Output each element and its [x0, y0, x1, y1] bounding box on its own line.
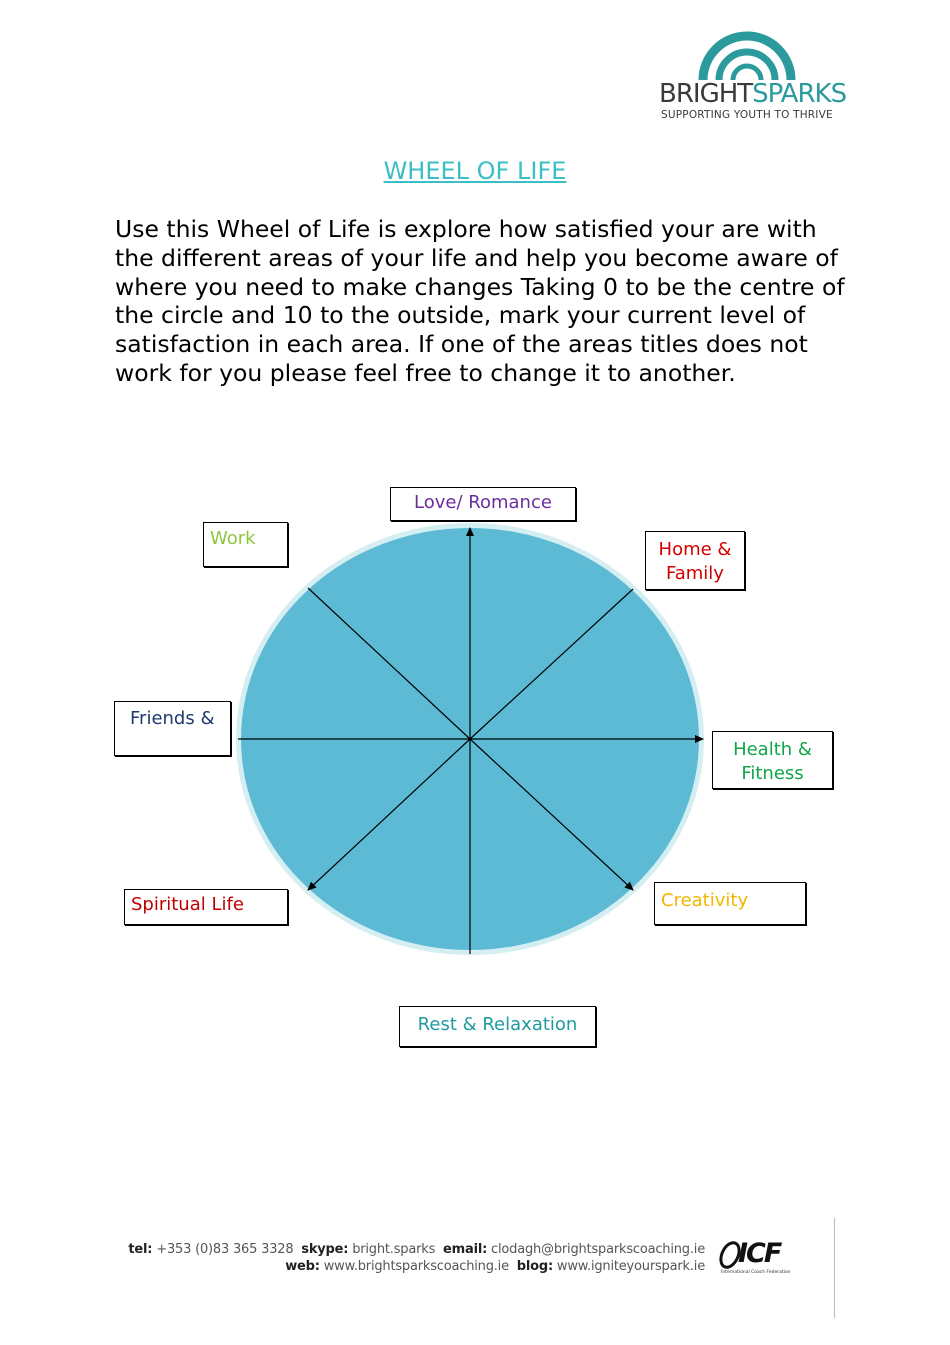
footer-contact [100, 1241, 705, 1275]
label-rest-relaxation[interactable]: Rest & Relaxation [399, 1006, 596, 1047]
label-creativity[interactable]: Creativity [654, 882, 806, 925]
tel-value[interactable]: +353 (0)83 365 3328 [156, 1242, 294, 1257]
skype-value[interactable]: bright.sparks [352, 1242, 436, 1257]
label-work[interactable]: Work [203, 522, 288, 567]
blog-label: blog: [516, 1259, 553, 1274]
label-health-fitness[interactable]: Health & Fitness [712, 731, 833, 789]
label-home-family[interactable]: Home & Family [645, 531, 745, 590]
icf-subtitle: International Coach Federation [721, 1270, 791, 1275]
email-value[interactable]: clodagh@brightsparkscoaching.ie [491, 1242, 705, 1257]
blog-value[interactable]: www.igniteyourspark.ie [556, 1259, 705, 1274]
icf-logo [718, 1238, 798, 1280]
brightsparks-logo [655, 22, 847, 130]
logo-wordmark [659, 79, 846, 109]
label-spiritual-life[interactable]: Spiritual Life [124, 889, 288, 925]
page-title: WHEEL OF LIFE [383, 157, 567, 185]
intro-paragraph: Use this Wheel of Life is explore how satisfied your are with the different areas of your life and help you become aware of where you need to make changes Taking 0 to be the centre of the circle and 10 to the outside, mark your current level of satisfaction in each area. If one of the areas titles does not work for you please feel free to change it to another. [115, 215, 845, 387]
footer-line-2 [100, 1258, 705, 1275]
rainbow-arcs-icon [697, 30, 797, 82]
footer-line-1 [100, 1241, 705, 1258]
web-label: web: [285, 1259, 320, 1274]
tel-label: tel: [128, 1242, 153, 1257]
skype-label: skype: [301, 1242, 349, 1257]
label-friends[interactable]: Friends & [114, 701, 231, 756]
email-label: email: [443, 1242, 488, 1257]
logo-tagline: SUPPORTING YOUTH TO THRIVE [661, 109, 833, 121]
label-love-romance[interactable]: Love/ Romance [390, 487, 576, 521]
footer-divider [834, 1218, 835, 1318]
logo-sparks: SPARKS [752, 79, 847, 109]
web-value[interactable]: www.brightsparkscoaching.ie [323, 1259, 509, 1274]
logo-bright: BRIGHT [659, 79, 753, 109]
icf-wordmark: ICF [738, 1238, 781, 1269]
